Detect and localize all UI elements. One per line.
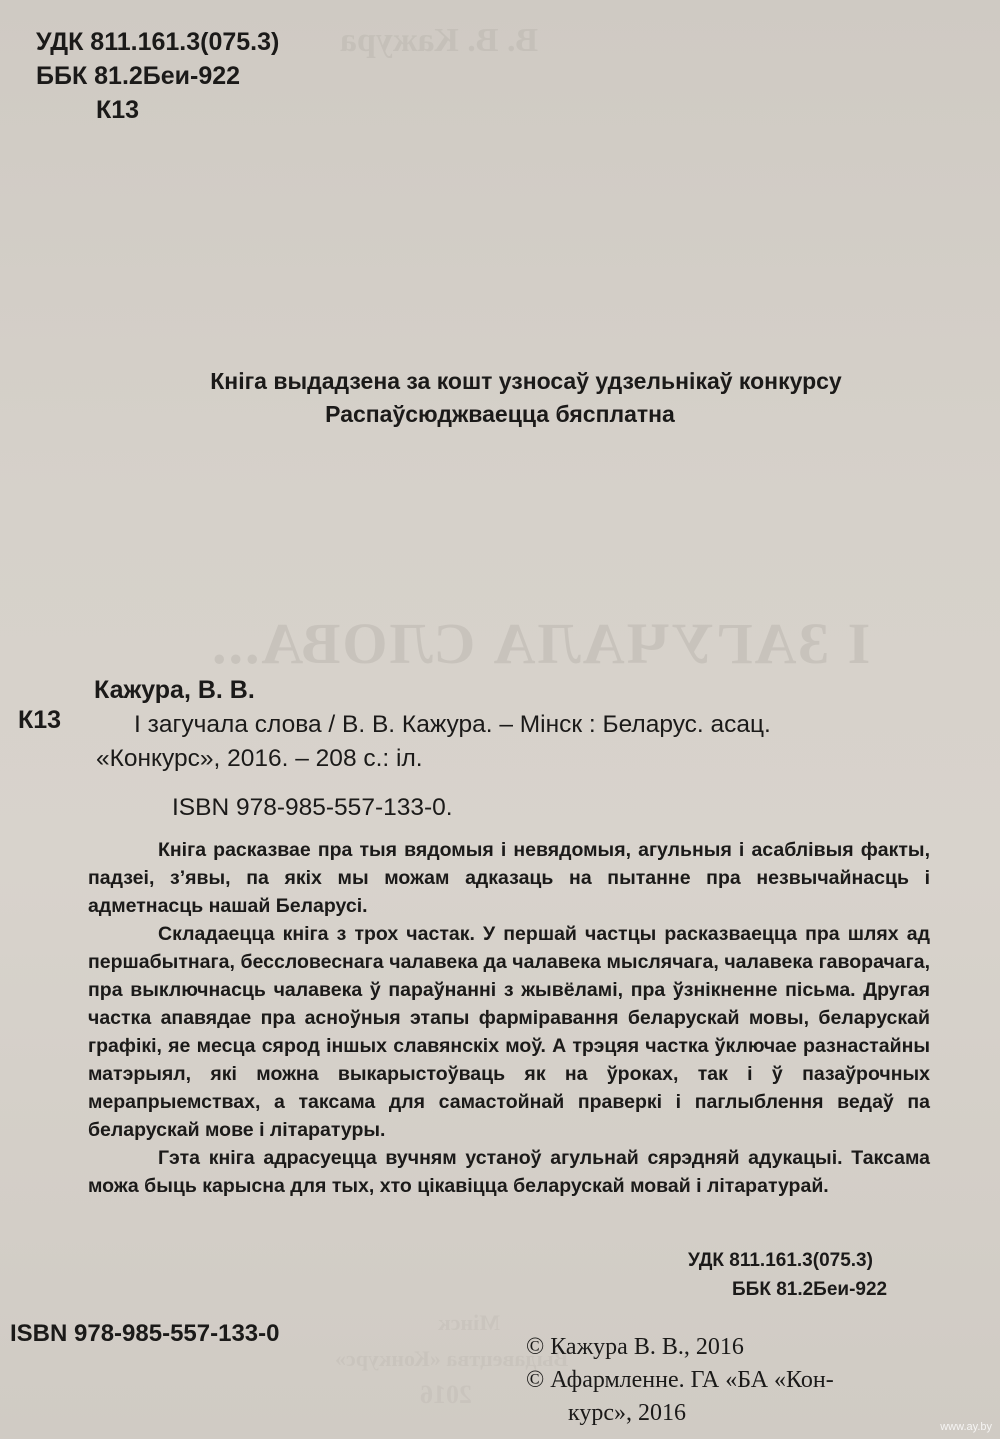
show-through-year: 2016 — [420, 1380, 472, 1409]
funding-notice: Кніга выдадзена за кошт узносаў удзельнікаў конкурсу — [210, 368, 842, 394]
bib-author-mark: К13 — [18, 706, 62, 734]
abstract-paragraph: Гэта кніга адрасуецца вучням устаноў агульнай сярэдняй адукацыі. Таксама можа быць карысна для тых, хто цікавіцца беларускай мовай і літаратурай. — [88, 1147, 930, 1197]
show-through-publisher: Выдавецтва «Конкурс» — [335, 1346, 569, 1371]
site-watermark: www.ay.by — [940, 1421, 992, 1433]
copyright-design-cont: курс», 2016 — [568, 1400, 686, 1426]
bib-publisher-line: «Конкурс», 2016. – 208 с.: іл. — [96, 745, 423, 772]
author-mark: К13 — [96, 96, 140, 124]
abstract — [88, 836, 930, 1200]
bib-author: Кажура, В. В. — [94, 676, 255, 704]
udk-code: УДК 811.161.3(075.3) — [36, 28, 280, 56]
free-distribution-notice: Распаўсюджваецца бясплатна — [325, 401, 675, 427]
copyright-design: © Афармленне. ГА «БА «Кон- — [526, 1367, 834, 1393]
show-through-author: В. В. Кажура — [340, 22, 539, 59]
copyright-author: © Кажура В. В., 2016 — [526, 1334, 744, 1360]
bib-title-line: І загучала слова / В. В. Кажура. – Мінск : Беларус. асац. — [134, 711, 771, 738]
abstract-paragraph: Складаецца кніга з трох частак. У першай частцы расказваецца пра шлях ад першабытнага, бессловеснага чалавека да чалавека мыслячага, чалавека гаворачага, пра выключнасць чалавека ў параўнанні з жывёламі, пра ўзнікненне пісьма. Другая частка апавядае пра асноўныя этапы фарміравання беларускай мовы, беларускай графікі, яе месца сярод іншых славянскіх моў. А трэцяя частка ўключае разнастайны матэрыял, які можна выкарыстоўваць як на ўроках, так і ў пазаўрочных мерапрыемствах, а таксама для самастойнай праверкі і паглыблення ведаў па беларускай мове і літаратуры. — [88, 923, 930, 1141]
abstract-paragraph: Кніга расказвае пра тыя вядомыя і невядомыя, агульныя і асаблівыя факты, падзеі, з’явы, па якіх мы можам адказаць на пытанне пра незвычайнасць і адметнасць нашай Беларусі. — [88, 839, 930, 917]
bib-isbn: ISBN 978-985-557-133-0. — [172, 794, 453, 821]
bbk-code: ББК 81.2Беи-922 — [36, 62, 241, 90]
footer-bbk: ББК 81.2Беи-922 — [732, 1279, 888, 1300]
footer-isbn: ISBN 978-985-557-133-0 — [10, 1320, 280, 1347]
footer-udk: УДК 811.161.3(075.3) — [688, 1250, 873, 1271]
show-through-city: Мінск — [438, 1310, 500, 1335]
show-through-title: І ЗАГУЧАЛА СЛОВА... — [210, 611, 871, 676]
